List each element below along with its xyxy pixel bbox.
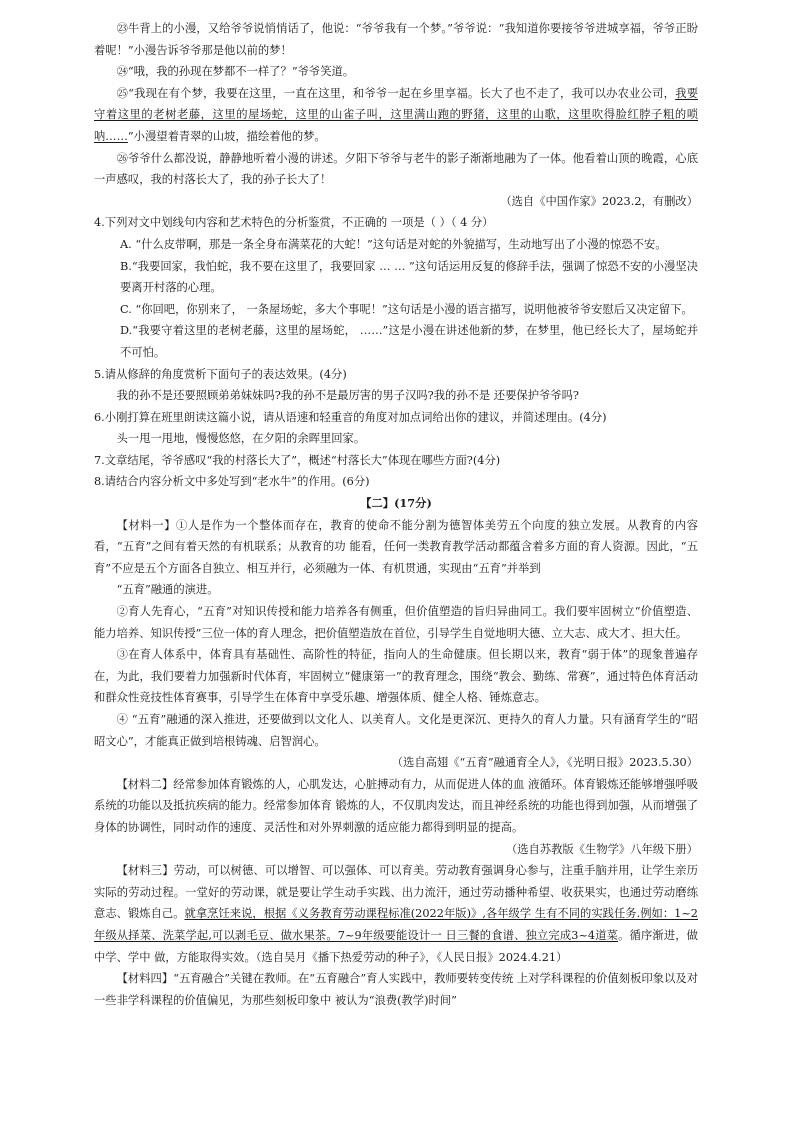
question-4-option-d: D.“我要守着这里的老树老藤，这里的屋场蛇， ……”这是小漫在讲述他新的梦，在梦里，他已经长大了，屋场蛇并不可怕。	[120, 324, 698, 359]
material-1-paragraph-2: ②育人先育心，“五育”对知识传授和能力培养各有侧重，但价值塑造的旨归异曲同工。我们要牢固树立“价值塑造、能力培养、知识传授”三位一体的育人理念，把价值塑造放在首位，引导学生自觉地明大德、立大志、成大才、担大任。	[94, 605, 698, 640]
material-1-source: （选自高翅《“五育”融通育全人》，《光明日报》2023.5.30）	[391, 756, 698, 770]
material-4: 【材料四】“五育融合”关键在教师。在“五育融合”育人实践中，教师要转变传统 上对学科课程的价值刻板印象以及对一些非学科课程的价值偏见，为那些刻板印象中 被认为“浪费(教学)时间”	[94, 972, 698, 1007]
question-4: 4.下列对文中划线句内容和艺术特色的分析鉴赏，不正确的 一项是（ ）（ 4 分）	[94, 216, 494, 230]
underlined-sentence: 我要守着这里的老树老藤，这里的屋场蛇，这里的山雀子叫，这里满山跑的野猪，这里的山歌，这里吹得脸红脖子粗的唢呐……	[94, 86, 698, 143]
story-source: （选自《中国作家》2023.2，有删改）	[500, 194, 698, 208]
material-1-paragraph-4: ④ “五育”融通的深入推进，还要做到以文化人、以美育人。文化是更深沉、更持久的育人力量。只有涵育学生的“昭昭文心”，才能真正做到培根铸魂、启智润心。	[94, 713, 698, 748]
material-3-end: 。循序渐进，做中学、学中 做，方能取得实效。	[94, 928, 698, 964]
question-7: 7.文章结尾，爷爷感叹“我的村落长大了”，概述“村落长大”体现在哪些方面?(4分)	[94, 453, 501, 467]
section-2-heading: 【二】(17分)	[360, 496, 432, 511]
material-2: 【材料二】经常参加体育锻炼的人，心肌发达，心脏搏动有力，从而促进人体的血 液循环。体育锻炼还能够增强呼吸系统的功能以及抵抗疾病的能力。经常参加体育 锻炼的人，不仅肌肉发达，而且神经系统的功能也得到加强，从而增强了身体的协调性，同时动作的速度、灵活性和对外界刺激的适应能力都得到明显的提高。	[94, 777, 698, 834]
material-1-paragraph-1: 【材料一】①人是作为一个整体而存在，教育的使命不能分割为德智体美劳五个向度的独立发展。从教育的内容看，“五育”之间有着天然的有机联系；从教育的功 能看，任何一类教育教学活动都蕴含着多方面的育人资源。因此，“五育”不应是五个方面各自独立、相互并行，必须融为一体、有机贯通，实现由“五育”并举到	[94, 518, 698, 575]
story-paragraph-26: ㉖爷爷什么都没说，静静地听着小漫的讲述。夕阳下爷爷与老牛的影子渐渐地融为了一体。他看着山顶的晚霞，心底一声感叹，我的村落长大了，我的孙子长大了！	[94, 151, 698, 187]
material-1-paragraph-3: ③在育人体系中，体育具有基础性、高阶性的特征，指向人的生命健康。但长期以来，教育“弱于体”的现象普遍存在，为此，我们要着力加强新时代体育，牢固树立“健康第一”的教育理念，围绕“教会、勤练、常赛”，通过特色体育活动和群众性竞技性体育赛事，引导学生在体育中享受乐趣、增强体质、健全人格、锤炼意志。	[94, 648, 698, 705]
question-6: 6.小刚打算在班里朗读这篇小说，请从语速和轻重音的角度对加点词给出你的建议，并简述理由。(4分)	[94, 410, 607, 424]
question-6-sentence: 头一甩一甩地，慢慢悠悠，在夕阳的余晖里回家。	[116, 432, 366, 446]
story-paragraph-25	[94, 83, 698, 148]
material-2-source: （选自苏教版《生物学》八年级下册）	[505, 842, 698, 856]
story-paragraph-25-end: ”小漫望着青翠的山坡，描绘着他的梦。	[127, 129, 326, 143]
story-paragraph-24: ㉔“哦，我的孙现在梦都不一样了？”爷爷笑道。	[116, 65, 355, 79]
question-5: 5.请从修辞的角度赏析下面句子的表达效果。(4分)	[94, 367, 347, 381]
material-3-source: （选自吴月《播下热爱劳动的种子》，《人民日报》2024.4.21）	[255, 950, 568, 964]
material-3	[94, 860, 698, 968]
story-paragraph-25-start: ㉕“我现在有个梦，我要在这里，一直在这里，和爷爷一起在乡里享福。长大了也不走了，我可以办农业公司，	[116, 86, 676, 100]
question-4-option-a: A. “什么皮带啊，那是一条全身布满菜花的大蛇！”这句话是对蛇的外貌描写，生动地写出了小漫的惊恐不安。	[120, 237, 667, 251]
material-3-underlined: 就拿烹饪来说，根据《义务教育劳动课程标准(2022年版)》,各年级学 生有不同的实践任务.例如：1~2年级从择菜、洗菜学起,可以剥毛豆、做水果茶。7~9年级要能设计一 日三餐的食谱、独立完成3~4道菜	[94, 907, 698, 942]
story-paragraph-23: ㉓牛背上的小漫，又给爷爷说悄悄话了，他说：“爷爷我有一个梦。”爷爷说：“我知道你要接爷爷进城享福，爷爷正盼着呢！”小漫告诉爷爷那是他以前的梦！	[94, 22, 698, 57]
question-4-option-b: B.“我要回家，我怕蛇，我不要在这里了，我要回家 … … ”这句话运用反复的修辞手法，强调了惊恐不安的小漫坚决要离开村落的心理。	[120, 259, 698, 295]
question-5-sentence: 我的孙不是还要照顾弟弟妹妹吗?我的孙不是最厉害的男子汉吗?我的孙不是 还要保护爷爷吗?	[116, 389, 579, 403]
material-1-paragraph-1-end: “五育”融通的演进。	[116, 583, 219, 597]
question-4-option-c: C. “你回吧，你别来了， 一条屋场蛇，多大个事呢！”这句话是小漫的语言描写，说明他被爷爷安慰后又决定留下。	[120, 302, 693, 316]
material-3-start: 【材料三】劳动，可以树德、可以增智、可以强体、可以育美。劳动教育强调身心参与，注重手脑并用，让学生亲历实际的劳动过程。一堂好的劳动课，就是要让学生动手实践、出力流汗，通过劳动播种希望、收获果实，也通过劳动磨练意志、锻炼自己。	[94, 864, 698, 921]
question-8: 8.请结合内容分析文中多处写到“老水牛”的作用。(6分)	[94, 475, 370, 489]
